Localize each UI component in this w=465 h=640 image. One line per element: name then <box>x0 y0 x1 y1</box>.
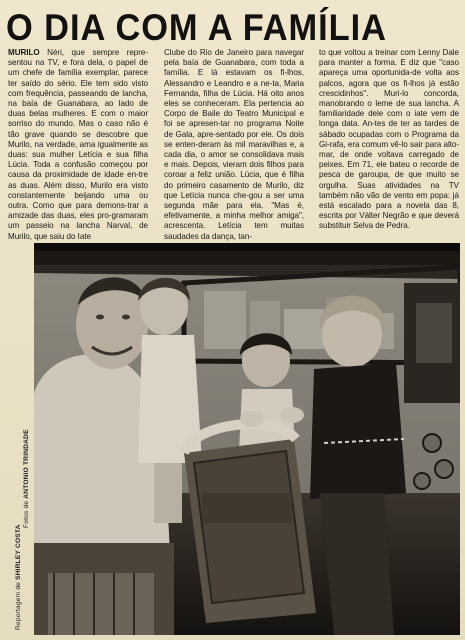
photo-credits <box>15 390 29 630</box>
article-column-2-text: Clube do Rio de Janeiro para navegar pela baía de Guanabara, com toda a família. E lá estavam os fi-lhos, Alessandro e Leandro e a ne-ta, Maria Fernanda, filha de Lúcia. Há oito anos eles se conheceram. Ela pertencia ao Corpo de Baile do Teatro Municipal e foi se apresen-tar no programa Noite de Gala, apre-sentado por ele. Os dois se enten-deram às mil maravilhas e, a cada dia, o amor se consolidava mais e mais. Depois, vieram dois filhos para coroar a feliz união. Lúcia, que é filha do primeiro casamento de Murilo, diz que Letícia nunca che-gou a ser uma segunda mãe para ela. "Mas é, efetivamente, a minha melhor amiga", acrescenta. Letícia tem muitas saudades da dança, tan- <box>164 48 304 241</box>
article-body <box>8 48 460 242</box>
article-column-1 <box>8 48 148 242</box>
family-boat-photo <box>34 243 460 635</box>
credit-fotos-label: Fotos de <box>23 500 30 528</box>
credit-reportagem <box>15 524 22 630</box>
credit-fotos-name: ANTONIO TRINDADE <box>23 429 30 499</box>
article-column-3-text: to que voltou a treinar com Lenny Dale para manter a forma. E diz que "caso apareça uma oportunida-de volta aos palcos, agora que os fi-lhos já estão crescidinhos". Muri-lo concorda, manobrando o leme de sua lancha. A familiaridade dele com o iate vem de longa data. An-tes de ter as tardes de sábado ocupadas com o Programa da Gi-rafa, era comum vê-lo sair para alto-mar, de onde voltava carregado de peixes. Em 71, ele bateu o recorde de pesca de garoupa, de que muito se orgulha. Suas atividades na TV também não vão de vento em popa: já está escalado para a novela das 8, escrita por Válter Negrão e que deverá substituir Selva de Pedra. <box>319 48 459 231</box>
credit-reportagem-name: SHIRLEY COSTA <box>15 524 22 580</box>
article-lead-name: MURILO <box>8 48 40 57</box>
credit-fotos <box>23 429 30 528</box>
article-headline: O DIA COM A FAMÍLIA <box>6 7 387 48</box>
article-column-2 <box>164 48 304 242</box>
article-column-1-text: Néri, que sempre repre-sentou na TV, e fora dela, o papel de um chefe de família exemplar, parece ter saído do sério. Ele tem sido visto com frequência, passeando de lancha, na baía de Guanabara, ao lado de duas belas mulheres. E com o maior sorriso do mundo. Mas o caso não é tão grave quando se descobre que Murilo, na verdade, ama igualmente as duas: sua mulher Letícia e sua filha Lúcia. Toda a confusão começou por causa da proximidade de idade en-tre as duas. Além disso, Murilo era visto constantemente beijando uma ou outra. Como que para demons-trar a amizade das duas, eles pro-gramaram um passeio na lancha Narval, de Murilo, que saiu do Iate <box>8 48 148 241</box>
credit-reportagem-label: Reportagem de <box>15 581 22 630</box>
article-column-3 <box>319 48 459 242</box>
family-boat-photo-illustration <box>34 243 460 635</box>
